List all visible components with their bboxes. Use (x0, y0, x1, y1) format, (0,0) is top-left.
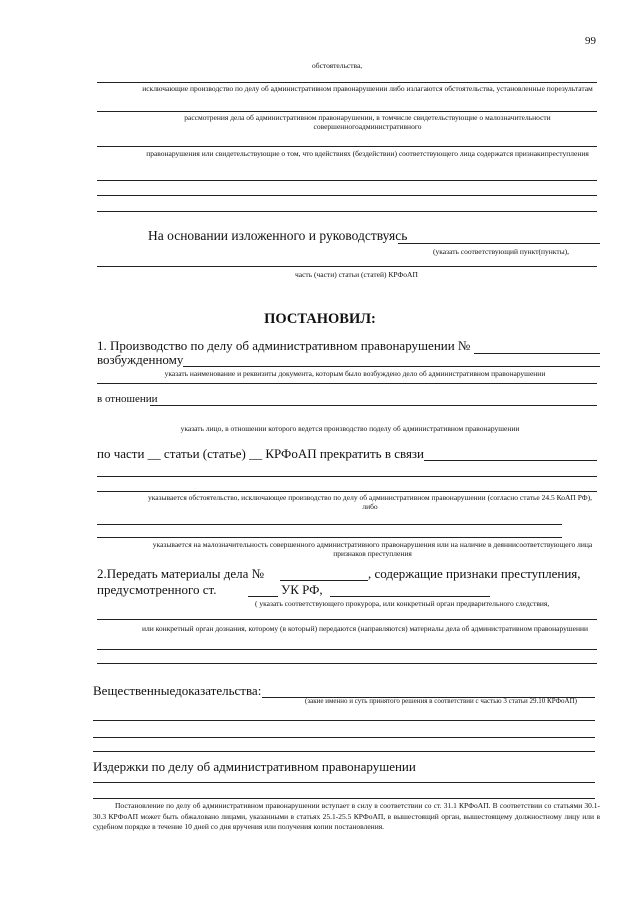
fill-line[interactable] (97, 383, 597, 384)
item1-terminate: по части __ статьи (статье) __ КРФоАП прекратить в связи (97, 446, 425, 461)
fill-line[interactable] (93, 720, 595, 721)
item2-line2a: предусмотренного ст. (97, 582, 217, 597)
case-number-field[interactable] (474, 353, 600, 354)
note-excluding: исключающие производство по делу об административном правонарушении либо излагаются обстоятельства, установленные порезультатам (142, 84, 593, 93)
note-inquiry: или конкретный орган дознания, которому (в который) передаются (направляются) материалы дела об административном правонарушении (141, 624, 589, 633)
item1-regarding: в отношении (97, 393, 158, 405)
note-part: часть (части) статьи (статей) КРФоАП (295, 270, 418, 279)
fill-line (97, 195, 597, 196)
fill-line[interactable] (97, 619, 597, 620)
article-field[interactable] (248, 596, 278, 597)
fill-line[interactable] (97, 266, 597, 267)
note-review: рассмотрения дела об административном правонарушении, в томчисле свидетельствующие о малозначительности совершенногоадминистративного (184, 113, 551, 131)
note-person: указать лицо, в отношении которого ведется производство поделу об административном правонарушении (180, 424, 520, 433)
circumstances-caption: обстоятельства, (312, 61, 363, 70)
fill-line[interactable] (97, 476, 597, 477)
fill-line (97, 82, 597, 83)
fill-line[interactable] (93, 737, 595, 738)
item1-excited: возбужденному (97, 352, 184, 367)
evidence-label: Вещественныедоказательства: (93, 683, 262, 698)
note-prosecutor: ( указать соответствующего прокурора, или конкретный орган предварительного следствия, (255, 599, 550, 608)
materials-number-field[interactable] (280, 580, 368, 581)
heading-decided: ПОСТАНОВИЛ: (264, 311, 376, 327)
excited-field[interactable] (183, 366, 600, 367)
note-document: указать наименование и реквизиты документа, которым было возбуждено дело об административном правонарушении (164, 369, 546, 378)
fill-line (97, 111, 597, 112)
item2-line1-tail: , содержащие признаки преступления, (368, 566, 581, 581)
fill-line (97, 180, 597, 181)
footer-note: Постановление по делу об административном правонарушении вступает в силу в соответствии со ст. 31.1 КРФоАП. В соответствии со статьями 30.1-30.3 КРФоАП может быть обжаловано лицами, указанными в статьях 25.1-25.5 КРФоАП, в вышестоящий орган, вышестоящему должностному лицу или в судебном порядке в течение 10 дней со дня вручения или получения копии постановления. (93, 801, 600, 831)
page-number: 99 (585, 35, 596, 47)
note-paragraph: (указать соответствующий пункт(пункты), (433, 247, 570, 256)
fill-line[interactable] (97, 524, 562, 525)
fill-line[interactable] (93, 751, 595, 752)
fill-line[interactable] (97, 663, 597, 664)
fill-line[interactable] (97, 649, 597, 650)
fill-line[interactable] (93, 782, 595, 783)
note-insignificance: указывается на малозначительность совершенного административного правонарушения или на наличие в деяниисоответствующего лица признаков преступления (152, 540, 593, 558)
note-circumstance: указывается обстоятельство, исключающее производство по делу об административном правонарушении (согласно статье 24.5 КоАП РФ), либо (147, 493, 593, 511)
fill-line[interactable] (93, 798, 595, 799)
fill-line (97, 211, 597, 212)
note-offense: правонарушения или свидетельствующие о том, что вдействиях (бездействии) соответствующего лица содержатся признакипреступления (146, 149, 589, 158)
regarding-field[interactable] (150, 405, 597, 406)
basis-fill[interactable] (398, 243, 600, 244)
terminate-field[interactable] (424, 460, 597, 461)
fill-line[interactable] (97, 537, 562, 538)
uk-field[interactable] (330, 596, 490, 597)
costs-label: Издержки по делу об административном правонарушении (93, 759, 416, 774)
item2-line1: 2.Передать материалы дела № (97, 566, 265, 581)
item1-line1: 1. Производство по делу об административном правонарушении № (97, 338, 471, 353)
fill-line[interactable] (97, 491, 597, 492)
basis-text: На основании изложенного и руководствуясь (148, 228, 408, 243)
evidence-note: (закие именно и суть принятого решения в соответствии с частью 3 статьи 29.10 КРФоАП) (305, 697, 577, 705)
fill-line (97, 146, 597, 147)
item2-line2b: УК РФ, (281, 582, 323, 597)
